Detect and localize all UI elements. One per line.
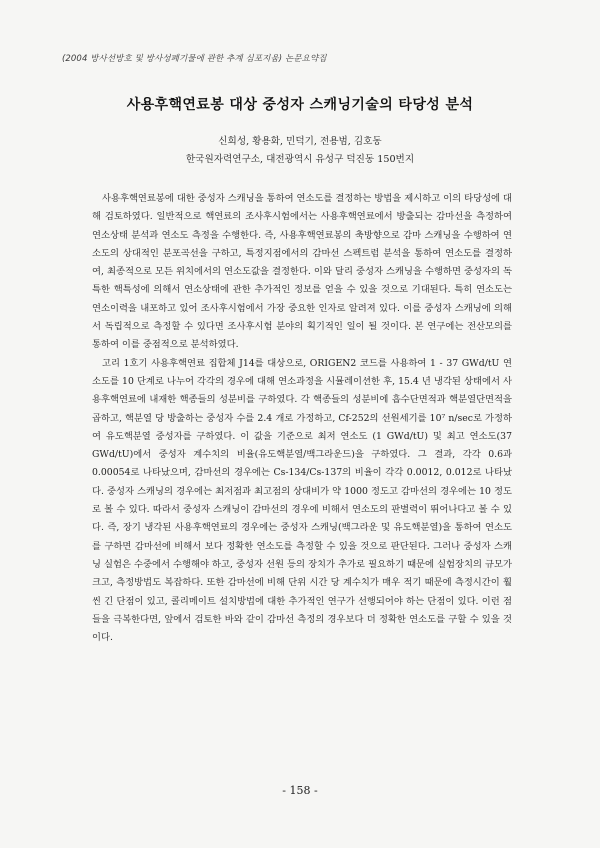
abstract-body [92, 190, 512, 647]
paragraph-1: 사용후핵연료봉에 대한 중성자 스캐닝을 통하여 연소도를 결정하는 방법을 제시하고 이의 타당성에 대해 검토하였다. 일반적으로 핵연료의 조사후시험에서는 사용후핵연료에서 방출되는 감마선을 측정하여 연소상태 분석과 연소도 측정을 수행한다. 즉, 사용후핵연료봉의 축방향으로 감마 스캐닝을 수행하여 연소도의 상대적인 분포곡선을 구하고, 특정지점에서의 감마선 스펙트럼 분석을 통하여 연소도를 결정하여, 최종적으로 모든 위치에서의 연소도값을 결정한다. 이와 달리 중성자 스캐닝을 수행하면 중성자의 독특한 핵특성에 의해서 연소상태에 관한 추가적인 정보를 얻을 수 있을 것으로 기대된다. 특히 연소도는 연소이력을 내포하고 있어 조사후시험에서 가장 중요한 인자로 알려져 있다. 이를 중성자 스캐닝에 의해서 독립적으로 측정할 수 있다면 조사후시험 분야의 획기적인 일이 될 것이다. 본 연구에는 전산모의를 통하여 이를 중점적으로 분석하였다. [92, 193, 512, 351]
affiliation: 한국원자력연구소, 대전광역시 유성구 덕진동 150번지 [185, 154, 415, 165]
paragraph-2: 고리 1호기 사용후핵연료 집합체 J14를 대상으로, ORIGEN2 코드를 사용하여 1 - 37 GWd/tU 연소도를 10 단계로 나누어 각각의 경우에 대해 연소과정을 시뮬레이션한 후, 15.4 년 냉각된 상태에서 사용후핵연료에 내재한 핵종들의 성분비를 구하였다. 각 핵종들의 성분비에 흡수단면적과 핵분열단면적을 곱하고, 핵분열 당 방출하는 중성자 수를 2.4 개로 가정하고, Cf-252의 선원세기를 10⁷ n/sec로 가정하여 유도핵분열 중성자를 구하였다. 이 값을 기준으로 최저 연소도 (1 GWd/tU) 및 최고 연소도(37 GWd/tU)에서 중성자 계수치의 비율(유도핵분열/백그라운드)을 구하였다. 그 결과, 각각 0.6과 0.00054로 나타났으며, 감마선의 경우에는 Cs-134/Cs-137의 비율이 각각 0.0012, 0.012로 나타났다. 중성자 스캐닝의 경우에는 최저점과 최고점의 상대비가 약 1000 정도고 감마선의 경우에는 10 정도로 볼 수 있다. 따라서 중성자 스캐닝이 감마선의 경우에 비해서 연소도의 판별력이 뛰어나다고 볼 수 있다. 즉, 장기 냉각된 사용후핵연료의 경우에는 중성자 스캐닝(백그라운 및 유도핵분열)을 통하여 연소도를 구하면 감마선에 비해서 보다 정확한 연소도를 측정할 수 있을 것으로 판단된다. 그러나 중성자 스캐닝 실험은 수중에서 수행해야 하고, 중성자 선원 등의 장치가 추가로 필요하기 때문에 실험장치의 규모가 크고, 측정방법도 복잡하다. 또한 감마선에 비해 단위 시간 당 계수치가 매우 적기 때문에 측정시간이 훨씬 긴 단점이 있고, 콜리메이트 설치방법에 대한 추가적인 연구가 선행되어야 하는 단점이 있다. 이런 점들을 극복한다면, 앞에서 검토한 바와 같이 감마선 측정의 경우보다 더 정확한 연소도를 구할 수 있을 것이다. [92, 357, 512, 644]
author-list: 신희성, 황용화, 민덕기, 전용범, 김호동 [218, 136, 382, 147]
page-number: - 158 - [282, 784, 318, 797]
paper-title: 사용후핵연료봉 대상 중성자 스캐닝기술의 타당성 분석 [126, 97, 474, 113]
running-header: (2004 방사선방호 및 방사성폐기물에 관한 추계 심포지움) 논문요약집 [62, 54, 327, 64]
